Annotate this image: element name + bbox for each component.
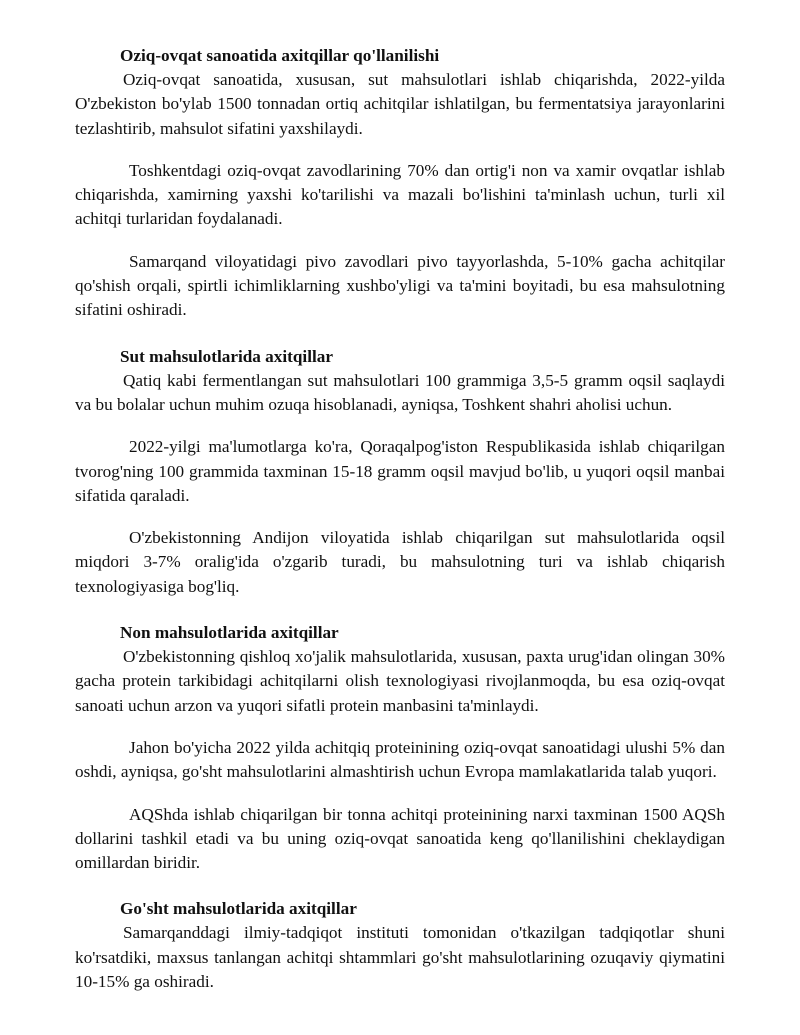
section-heading: Oziq-ovqat sanoatida axitqillar qo'llanilishi	[120, 46, 440, 65]
paragraph: Samarqanddagi ilmiy-tadqiqot instituti tomonidan o'tkazilgan tadqiqotlar shuni ko'rsatdiki, maxsus tanlangan achitqi shtammlari go'sht mahsulotlarining ozuqaviy qiymatini 10-15% ga oshiradi.	[75, 923, 725, 992]
document-page	[75, 44, 725, 994]
paragraph: 2022-yilgi ma'lumotlarga ko'ra, Qoraqalpog'iston Respublikasida ishlab chiqarilgan tvorog'ning 100 grammida taxminan 15-18 gramm oqsil mavjud bo'lib, u yuqori oqsil manbai sifatida qaraladi.	[75, 437, 725, 505]
paragraph: O'zbekistonning Andijon viloyatida ishlab chiqarilgan sut mahsulotlarida oqsil miqdori 3-7% oralig'ida o'zgarib turadi, bu mahsulotning turi va ishlab chiqarish texnologiyasiga bog'liq.	[75, 528, 725, 596]
paragraph: O'zbekistonning qishloq xo'jalik mahsulotlarida, xususan, paxta urug'idan olingan 30% gacha protein tarkibidagi achitqilarni olish texnologiyasi rivojlanmoqda, bu esa oziq-ovqat sanoati uchun arzon va yuqori sifatli protein manbasini ta'minlaydi.	[75, 647, 725, 715]
paragraph: Oziq-ovqat sanoatida, xususan, sut mahsulotlari ishlab chiqarishda, 2022-yilda O'zbekiston bo'ylab 1500 tonnadan ortiq achitqilar ishlatilgan, bu fermentatsiya jarayonlarini tezlashtirib, mahsulot sifatini yaxshilaydi.	[75, 70, 725, 138]
paragraph: Qatiq kabi fermentlangan sut mahsulotlari 100 grammiga 3,5-5 gramm oqsil saqlaydi va bu bolalar uchun muhim ozuqa hisoblanadi, ayniqsa, Toshkent shahri aholisi uchun.	[75, 370, 725, 414]
paragraph: Toshkentdagi oziq-ovqat zavodlarining 70% dan ortig'i non va xamir ovqatlar ishlab chiqarishda, xamirning yaxshi ko'tarilishi va mazali bo'lishini ta'minlash uchun, turli xil achitqi turlaridan foydalanadi.	[75, 160, 725, 229]
paragraph: AQShda ishlab chiqarilgan bir tonna achitqi proteinining narxi taxminan 1500 AQSh dollarini tashkil etadi va bu uning oziq-ovqat sanoatida keng qo'llanilishini cheklaydigan omillardan biridir.	[75, 804, 725, 873]
section-heading: Sut mahsulotlarida axitqillar	[120, 346, 333, 366]
section-heading: Non mahsulotlarida axitqillar	[120, 623, 339, 643]
paragraph: Jahon bo'yicha 2022 yilda achitqiq proteinining oziq-ovqat sanoatidagi ulushi 5% dan oshdi, ayniqsa, go'sht mahsulotlarini almashtirish uchun Evropa mamlakatlarida talab yuqori.	[75, 737, 725, 782]
paragraph: Samarqand viloyatidagi pivo zavodlari pivo tayyorlashda, 5-10% gacha achitqilar qo'shish orqali, spirtli ichimliklarning xushbo'yligi va ta'mini boyitadi, bu esa mahsulotning sifatini oshiradi.	[75, 251, 725, 320]
section-heading: Go'sht mahsulotlarida axitqillar	[120, 899, 357, 919]
